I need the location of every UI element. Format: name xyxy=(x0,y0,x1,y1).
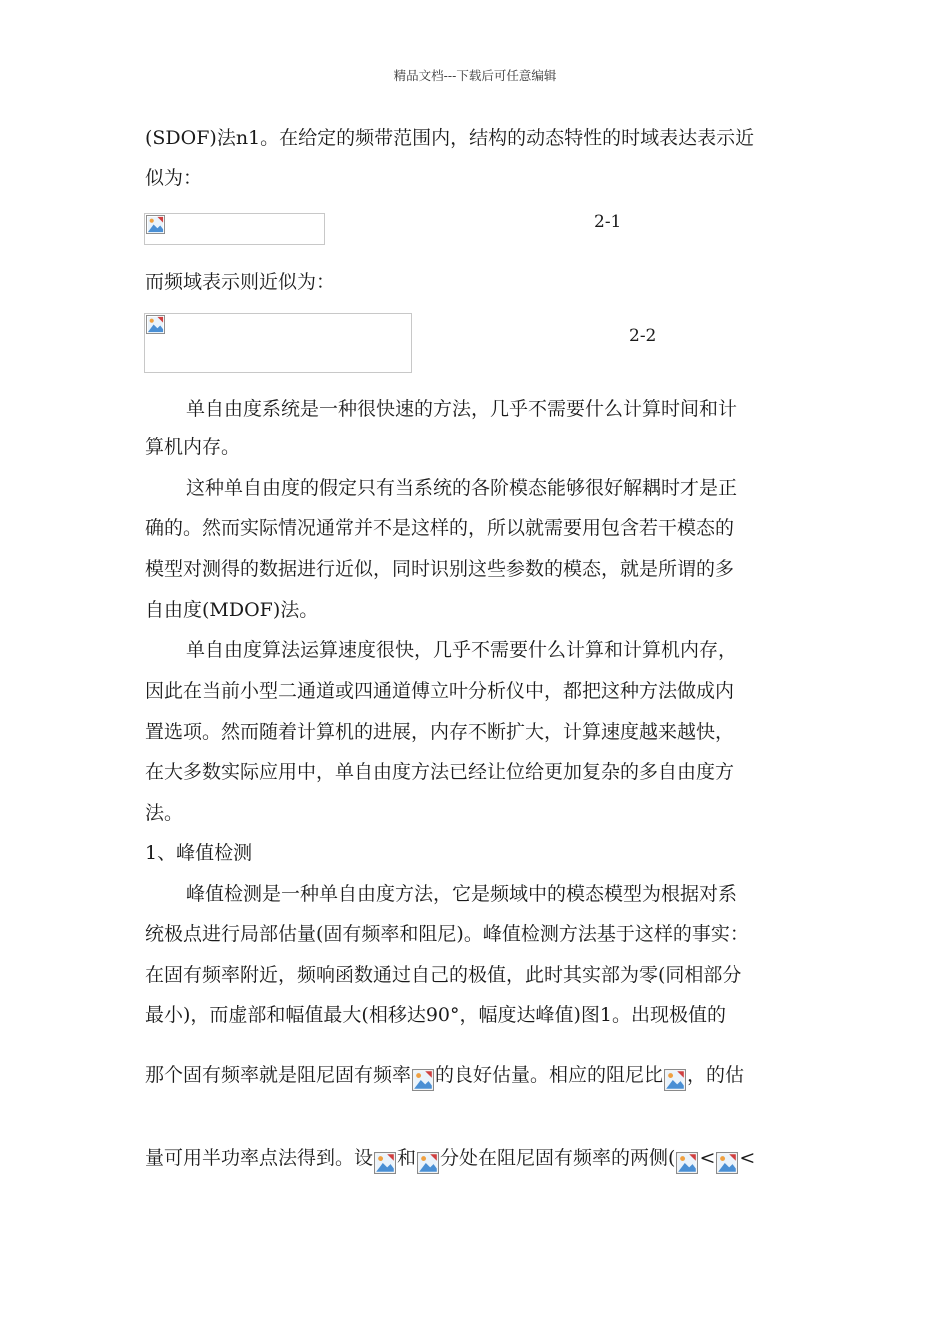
intro-line-2: 似为： xyxy=(145,167,203,189)
text-segment: < xyxy=(739,1147,756,1169)
para3-line: 在大多数实际应用中，单自由度方法已经让位给更加复杂的多自由度方 xyxy=(145,761,735,783)
para3-line: 因此在当前小型二通道或四通道傅立叶分析仪中，都把这种方法做成内 xyxy=(145,680,735,702)
text-segment: < xyxy=(699,1147,716,1169)
text-segment: 分处在阻尼固有频率的两侧( xyxy=(440,1147,676,1169)
para4-line: 峰值检测是一种单自由度方法，它是频域中的模态模型为根据对系 xyxy=(186,883,738,905)
section-heading: 1、峰值检测 xyxy=(145,842,253,864)
para4-line: 最小)，而虚部和幅值最大(相移达90°，幅度达峰值)图1。出现极值的 xyxy=(145,1004,727,1026)
equation-2-1-image xyxy=(144,213,325,245)
equation-2-2-image xyxy=(144,313,412,373)
para3-line: 单自由度算法运算速度很快，几乎不需要什么计算和计算机内存， xyxy=(186,639,738,661)
equation-2-2-number: 2-2 xyxy=(629,326,657,346)
text-segment: 那个固有频率就是阻尼固有频率 xyxy=(145,1064,412,1086)
para2-line: 确的。然而实际情况通常并不是这样的，所以就需要用包含若干模态的 xyxy=(145,517,735,539)
broken-image-icon xyxy=(374,1150,396,1176)
broken-image-icon xyxy=(146,215,165,234)
para3-line: 置选项。然而随着计算机的进展，内存不断扩大，计算速度越来越快， xyxy=(145,721,735,743)
broken-image-icon xyxy=(716,1150,738,1176)
broken-image-icon xyxy=(676,1150,698,1176)
para1-line: 算机内存。 xyxy=(145,436,241,458)
para2-line: 这种单自由度的假定只有当系统的各阶模态能够很好解耦时才是正 xyxy=(186,477,738,499)
text-segment: 的良好估量。相应的阻尼比 xyxy=(435,1064,664,1086)
text-segment: 和 xyxy=(397,1147,417,1169)
estimate-line xyxy=(145,1062,744,1093)
intro-line-1: (SDOF)法n1。在给定的频带范围内，结构的动态特性的时域表达表示近 xyxy=(145,127,755,149)
half-power-line xyxy=(145,1145,755,1176)
broken-image-icon xyxy=(412,1067,434,1093)
broken-image-icon xyxy=(417,1150,439,1176)
para2-line: 模型对测得的数据进行近似，同时识别这些参数的模态，就是所谓的多 xyxy=(145,558,735,580)
freq-intro: 而频域表示则近似为： xyxy=(145,271,336,293)
para4-line: 统极点进行局部估量(固有频率和阻尼)。峰值检测方法基于这样的事实： xyxy=(145,923,749,945)
para3-line: 法。 xyxy=(145,802,184,824)
broken-image-icon xyxy=(146,315,165,334)
equation-2-1-number: 2-1 xyxy=(594,212,622,232)
text-segment: 量可用半功率点法得到。设 xyxy=(145,1147,374,1169)
broken-image-icon xyxy=(664,1067,686,1093)
page-header: 精品文档---下载后可任意编辑 xyxy=(393,68,557,83)
text-segment: ，的估 xyxy=(687,1064,745,1086)
para2-line: 自由度(MDOF)法。 xyxy=(145,599,319,621)
para4-line: 在固有频率附近，频响函数通过自己的极值，此时其实部为零(同相部分 xyxy=(145,964,742,986)
para1-line: 单自由度系统是一种很快速的方法，几乎不需要什么计算时间和计 xyxy=(186,398,738,420)
